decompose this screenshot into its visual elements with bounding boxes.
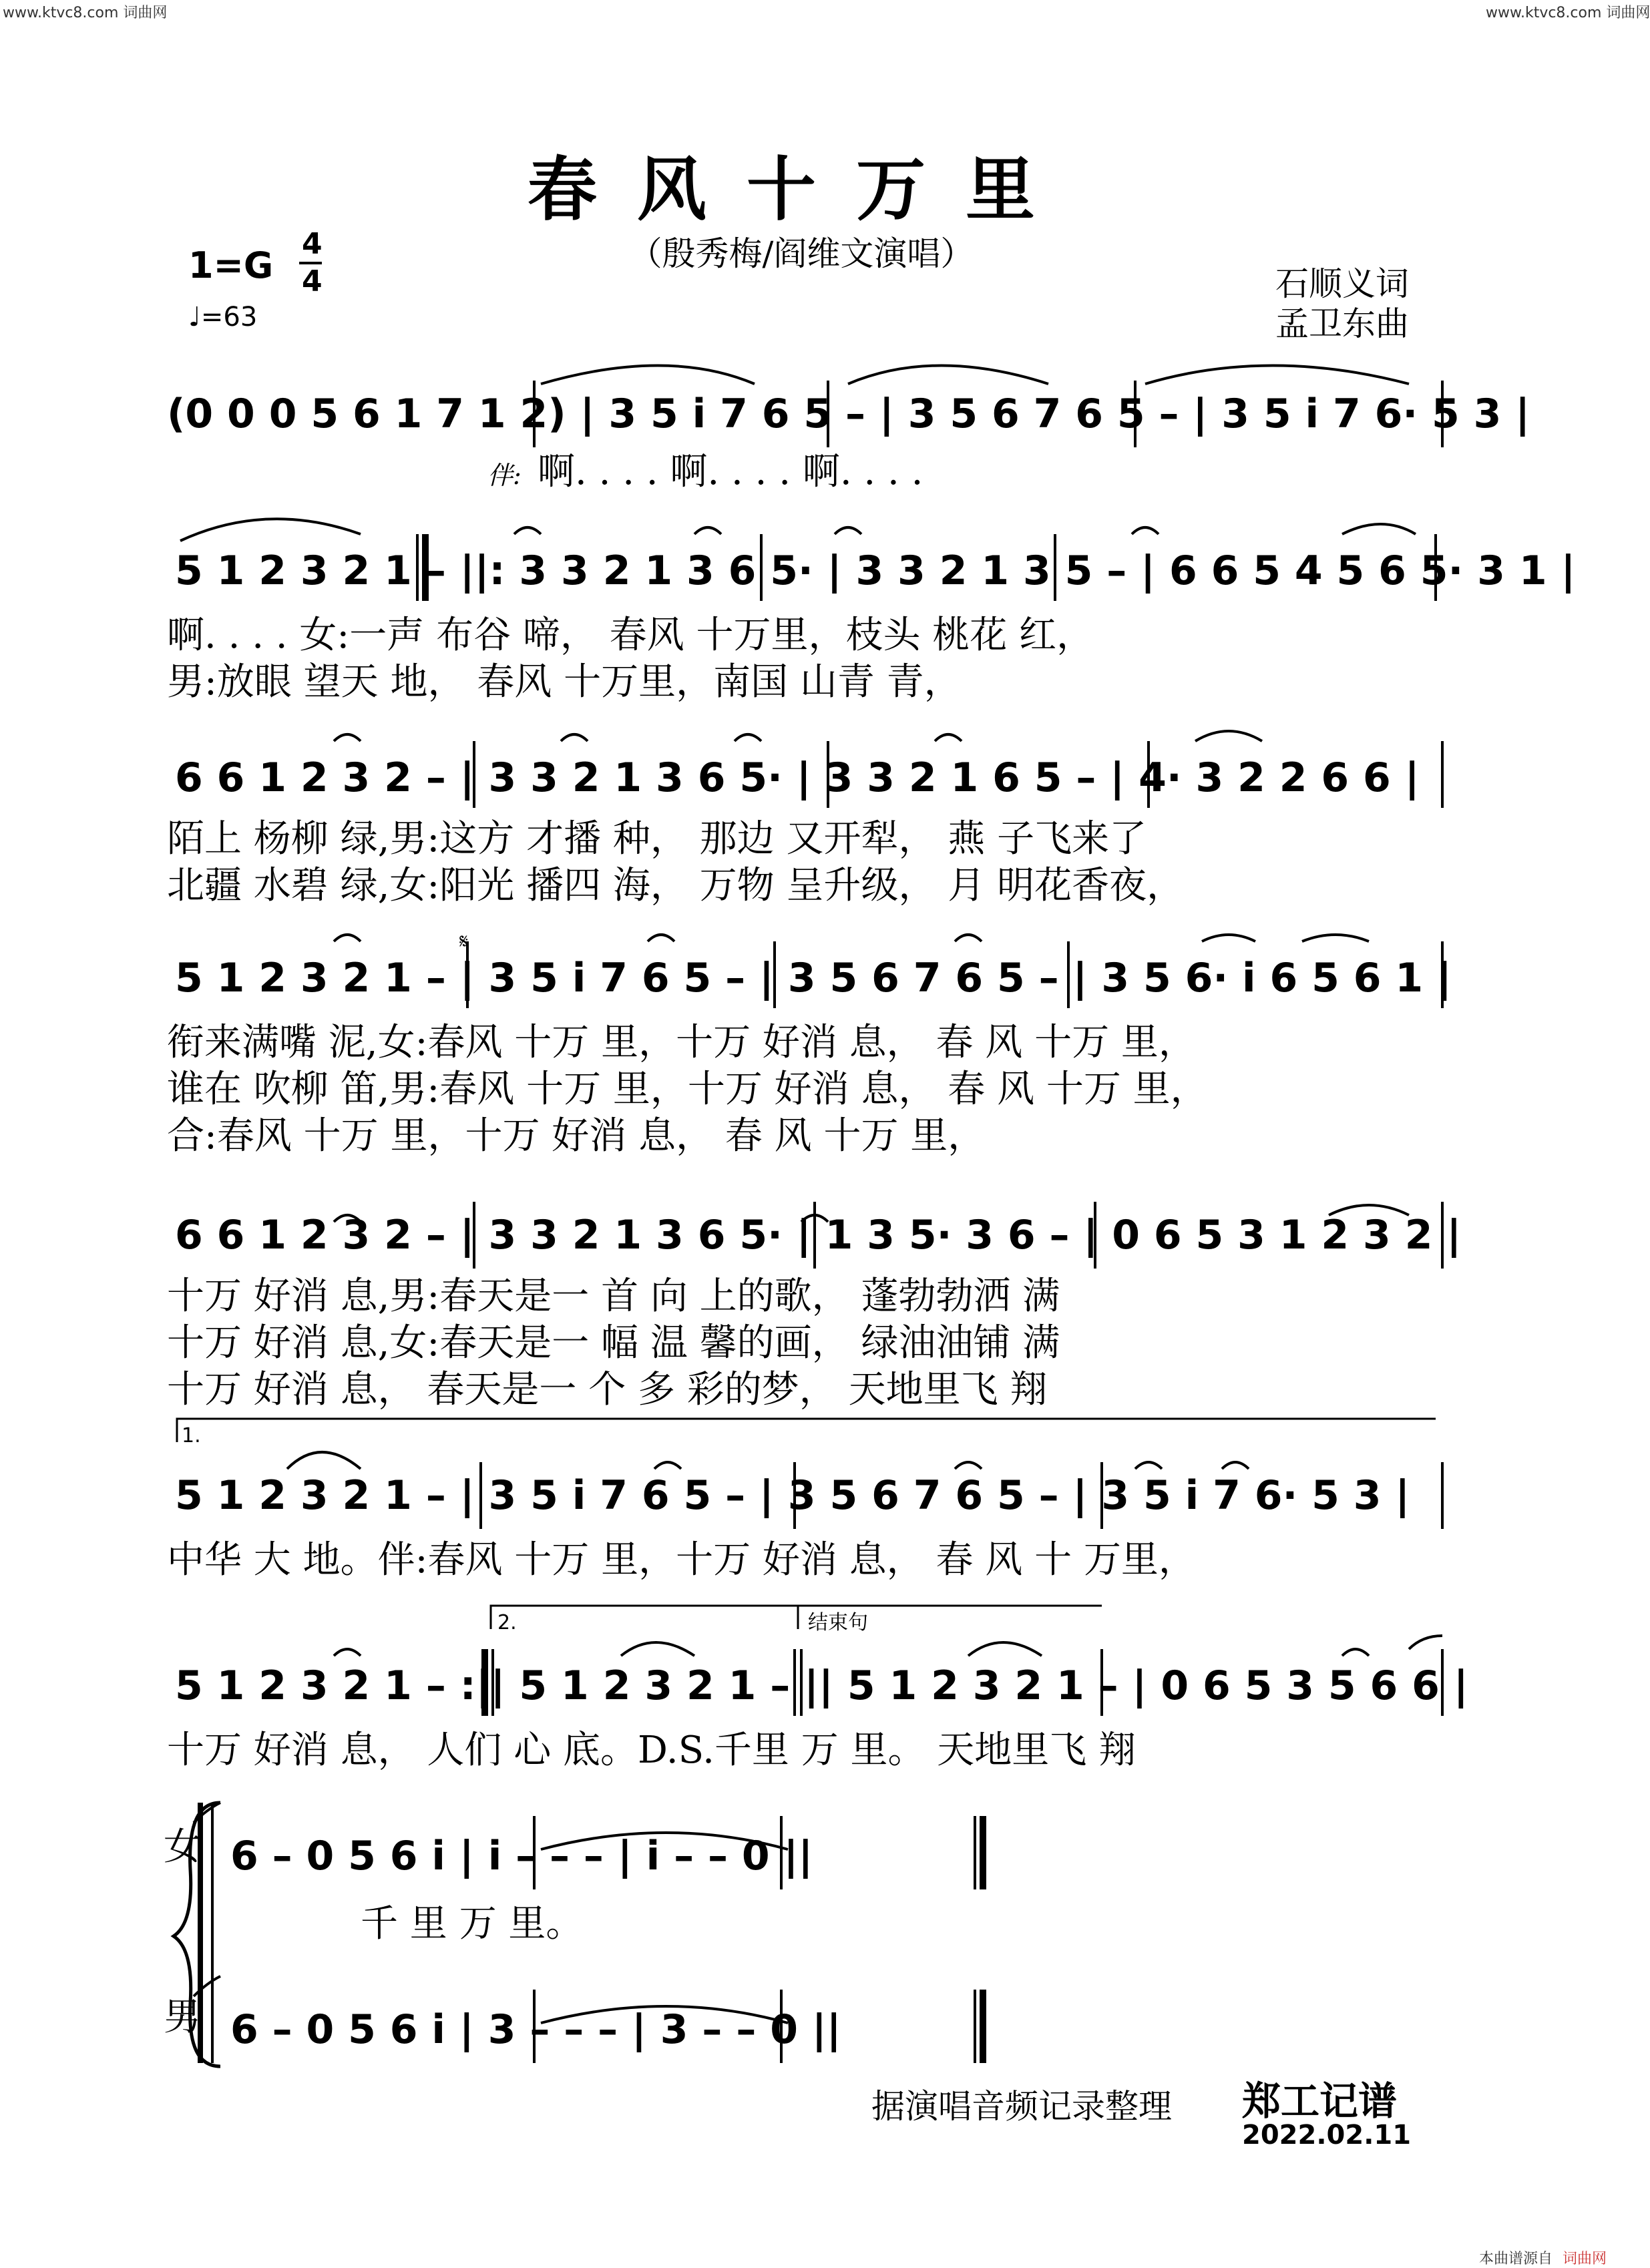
transcription-date: 2022.02.11 xyxy=(1242,2120,1412,2150)
score-line-6-lyrics: 中华 大 地。伴:春风 十万 里，十万 好消 息， 春 风 十 万里， xyxy=(167,1538,1196,1582)
score-line-1-role: 伴: xyxy=(487,461,522,490)
score-line-4-notes: 5 1 2 3 2 1 – | 3 5 i 7 6 5 – | 3 5 6 7 6 5 – | 3 5 6· i 6 5 6 1 | xyxy=(175,955,1452,1001)
score-line-3-notes: 6 6 1 2 3 2 – | 3 3 2 1 3 6 5· | 3 3 2 1 6 5 – | 4· 3 2 2 6 6 | xyxy=(175,754,1420,801)
coda-female-label: 女 xyxy=(164,1825,201,1869)
score-line-4-lyrics-a: 衔来满嘴 泥,女:春风 十万 里，十万 好消 息， 春 风 十万 里， xyxy=(167,1021,1196,1064)
coda-female-lyrics: 千 里 万 里。 xyxy=(361,1902,584,1946)
watermark-top-right: www.ktvc8.com 词曲网 xyxy=(1486,5,1650,21)
score-line-2-notes: 5 1 2 3 2 1 – ||: 3 3 2 1 3 6 5· | 3 3 2 1 3 5 – | 6 6 5 4 5 6 5· 3 1 | xyxy=(175,547,1576,594)
score-line-1-lyrics: 啊. . . . 啊. . . . 啊. . . . xyxy=(538,450,923,493)
transcriber-stamp: 郑工记谱 xyxy=(1242,2078,1398,2124)
score-line-5-lyrics-a: 十万 好消 息,男:春天是一 首 向 上的歌， 蓬勃勃洒 满 xyxy=(167,1275,1060,1318)
score-line-5-notes: 6 6 1 2 3 2 – | 3 3 2 1 3 6 5· | 1 3 5· 3 6 – | 0 6 5 3 1 2 3 2 | xyxy=(175,1212,1462,1259)
score-line-6-notes: 5 1 2 3 2 1 – | 3 5 i 7 6 5 – | 3 5 6 7 6 5 – | 3 5 i 7 6· 5 3 | xyxy=(175,1472,1410,1519)
coda-female-notes: 6 – 0 5 6 i | i – – – | i – – 0 || xyxy=(230,1833,813,1879)
score-line-1-notes: (0 0 0 5 6 1 7 1 2) | 3 5 i 7 6 5 – | 3 5 6 7 6 5 – | 3 5 i 7 6· 5 3 | xyxy=(167,391,1530,437)
score-line-4-lyrics-b: 谁在 吹柳 笛,男:春风 十万 里，十万 好消 息， 春 风 十万 里， xyxy=(167,1068,1208,1111)
volta-2-label: 2. xyxy=(497,1611,517,1634)
score-line-2-lyrics-b: 男:放眼 望天 地， 春风 十万里，南国 山青 青， xyxy=(167,660,962,704)
tempo-marking: ♩=63 xyxy=(188,302,258,332)
time-signature-top: 4 xyxy=(302,227,323,261)
score-line-5-lyrics-b: 十万 好消 息,女:春天是一 幅 温 馨的画， 绿油油铺 满 xyxy=(167,1321,1060,1365)
volta-1-label: 1. xyxy=(182,1424,201,1447)
watermark-bottom-a: 本曲谱源自 xyxy=(1479,2251,1553,2267)
time-signature-bottom: 4 xyxy=(302,264,323,298)
score-line-7-notes: 5 1 2 3 2 1 – :|| 5 1 2 3 2 1 – || 5 1 2 3 2 1 – | 0 6 5 3 5 6 6 | xyxy=(175,1662,1468,1709)
song-title: 春风十万里 xyxy=(527,148,1075,230)
composer-credit: 孟卫东曲 xyxy=(1275,304,1409,343)
transcription-note: 据演唱音频记录整理 xyxy=(871,2087,1172,2126)
score-line-3-lyrics-a: 陌上 杨柳 绿,男:这方 才播 种， 那边 又开犁， 燕 子飞来了 xyxy=(167,817,1147,861)
key-signature: 1=G xyxy=(188,244,274,286)
score-line-4-lyrics-c: 合:春风 十万 里，十万 好消 息， 春 风 十万 里， xyxy=(167,1114,986,1158)
ending-label: 结束句 xyxy=(808,1611,868,1634)
watermark-bottom-b: 词曲网 xyxy=(1563,2251,1607,2267)
score-line-5-lyrics-c: 十万 好消 息， 春天是一 个 多 彩的梦， 天地里飞 翔 xyxy=(167,1368,1048,1411)
segno-sign: 𝄋 xyxy=(459,930,468,953)
coda-male-notes: 6 – 0 5 6 i | 3 – – – | 3 – – 0 || xyxy=(230,2006,841,2053)
score-line-7-lyrics: 十万 好消 息， 人们 心 底。D.S.千里 万 里。 天地里飞 翔 xyxy=(167,1729,1137,1772)
lyricist-credit: 石顺义词 xyxy=(1275,264,1409,303)
coda-male-label: 男 xyxy=(164,1996,201,2039)
score-line-2-lyrics-a: 啊. . . . 女:一声 布谷 啼， 春风 十万里，枝头 桃花 红， xyxy=(167,614,1094,657)
watermark-top-left: www.ktvc8.com 词曲网 xyxy=(3,5,168,21)
song-performers: （殷秀梅/阎维文演唱） xyxy=(628,234,974,273)
score-line-3-lyrics-b: 北疆 水碧 绿,女:阳光 播四 海， 万物 呈升级， 月 明花香夜， xyxy=(167,864,1185,907)
